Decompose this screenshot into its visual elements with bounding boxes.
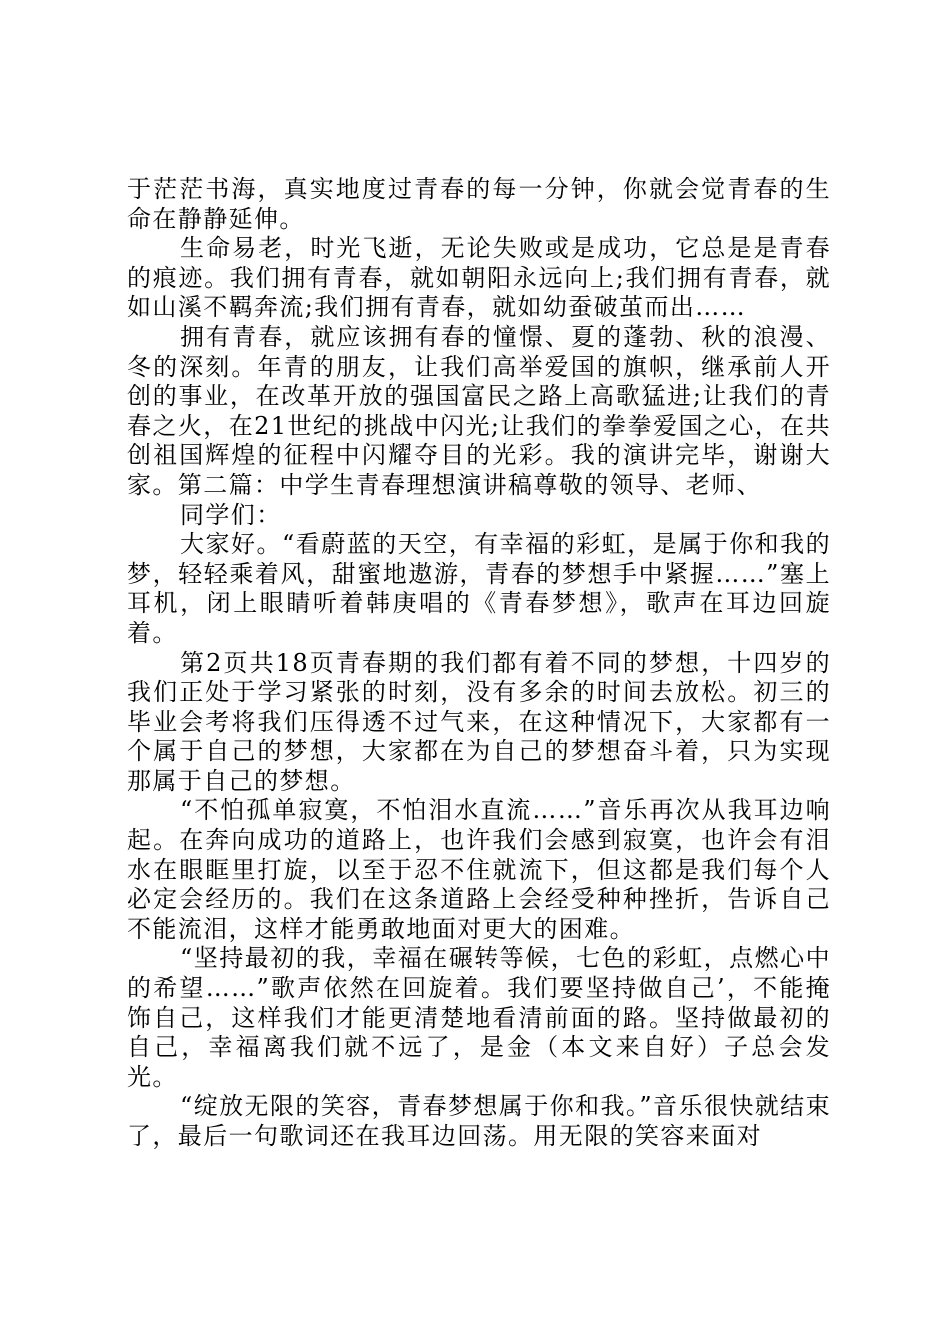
paragraph-2: 生命易老，时光飞逝，无论失败或是成功，它总是是青春的痕迹。我们拥有青春，就如朝阳永远向上;我们拥有青春，就如山溪不羁奔流;我们拥有青春，就如幼蚕破茧而出…… [127,234,831,322]
paragraph-3: 拥有青春，就应该拥有春的憧憬、夏的蓬勃、秋的浪漫、冬的深刻。年青的朋友，让我们高举爱国的旗帜，继承前人开创的事业，在改革开放的强国富民之路上高歌猛进;让我们的青春之火，在21世纪的挑战中闪光;让我们的拳拳爱国之心，在共创祖国辉煌的征程中闪耀夺目的光彩。我的演讲完毕，谢谢大家。第二篇：中学生青春理想演讲稿尊敬的领导、老师、 [127,322,831,499]
paragraph-9: “绽放无限的笑容，青春梦想属于你和我。”音乐很快就结束了，最后一句歌词还在我耳边回荡。用无限的笑容来面对 [127,1092,831,1150]
paragraph-5: 大家好。“看蔚蓝的天空，有幸福的彩虹，是属于你和我的梦，轻轻乘着风，甜蜜地遨游，青春的梦想手中紧握……”塞上耳机，闭上眼睛听着韩庚唱的《青春梦想》，歌声在耳边回旋着。 [127,530,831,647]
paragraph-8: “坚持最初的我，幸福在碾转等候，七色的彩虹，点燃心中的希望……”歌声依然在回旋着。我们要坚持做自己’，不能掩饰自己，这样我们才能更清楚地看清前面的路。坚持做最初的自己，幸福离我们就不远了，是金（本文来自好）子总会发光。 [127,944,831,1091]
paragraph-4: 同学们： [180,500,282,529]
paragraph-1: 于茫茫书海，真实地度过青春的每一分钟，你就会觉青春的生命在静静延伸。 [127,175,831,233]
paragraph-7: “不怕孤单寂寞，不怕泪水直流……”音乐再次从我耳边响起。在奔向成功的道路上，也许我们会感到寂寞，也许会有泪水在眼眶里打旋，以至于忍不住就流下，但这都是我们每个人必定会经历的。我们在这条道路上会经受种种挫折，告诉自己不能流泪，这样才能勇敢地面对更大的困难。 [127,796,831,943]
paragraph-6: 第2页共18页青春期的我们都有着不同的梦想，十四岁的我们正处于学习紧张的时刻，没有多余的时间去放松。初三的毕业会考将我们压得透不过气来，在这种情况下，大家都有一个属于自己的梦想，大家都在为自己的梦想奋斗着，只为实现那属于自己的梦想。 [127,648,831,795]
document-body [127,175,831,1152]
